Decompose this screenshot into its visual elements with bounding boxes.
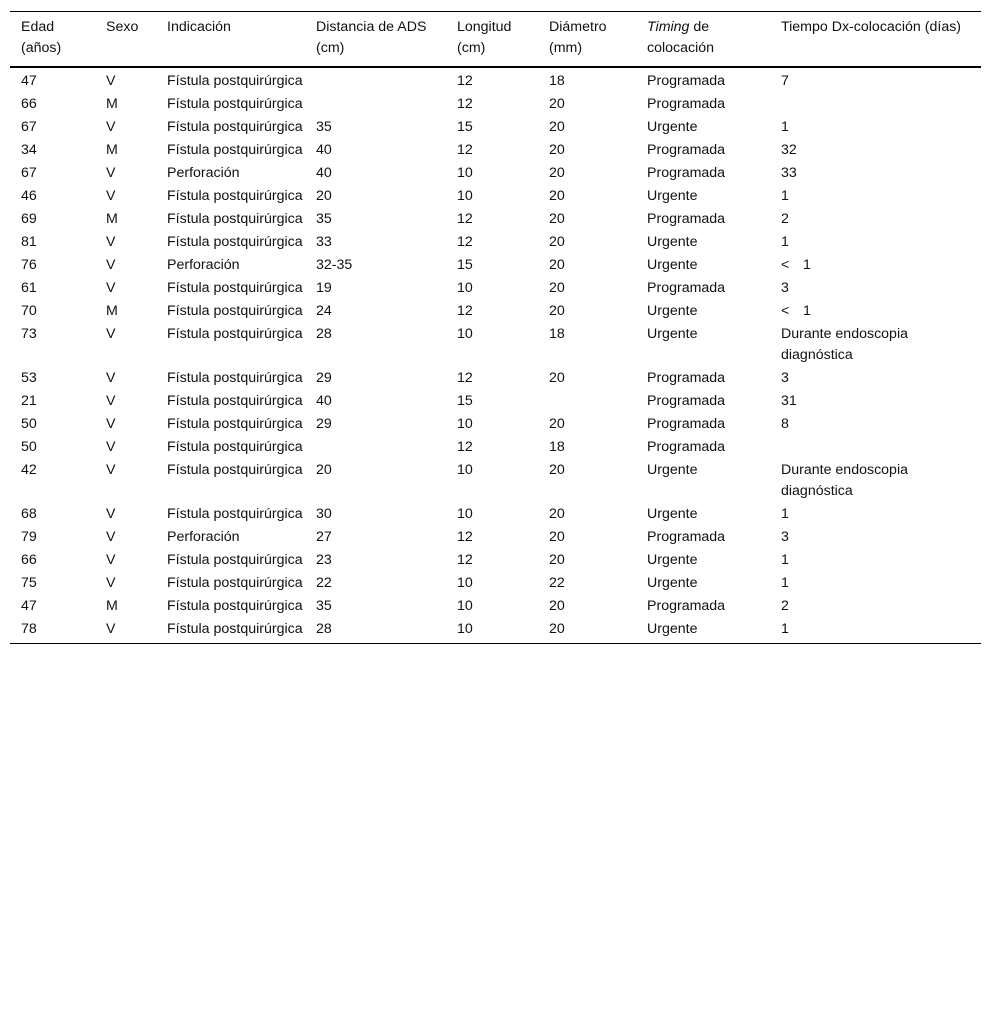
cell-longitud: 10	[457, 326, 473, 342]
cell-sexo: V	[106, 575, 116, 591]
less-than-symbol: <	[781, 303, 790, 319]
cell-sexo: V	[106, 280, 116, 296]
cell-diametro: 20	[549, 370, 565, 386]
cell-tiempo	[770, 92, 981, 115]
cell-distancia: 23	[316, 552, 332, 568]
cell-diametro: 20	[549, 598, 565, 614]
cell-sexo: V	[106, 416, 116, 432]
cell-distancia: 32-35	[316, 257, 353, 273]
cell-timing: Programada	[647, 142, 726, 158]
table-row	[10, 207, 981, 230]
cell-diametro: 18	[549, 73, 565, 89]
cell-indicacion: Fístula postquirúrgica	[167, 552, 303, 568]
cell-indicacion: Fístula postquirúrgica	[167, 142, 303, 158]
cell-timing: Programada	[647, 529, 726, 545]
header-diametro: Diámetro (mm)	[538, 12, 636, 68]
cell-edad: 61	[21, 280, 37, 296]
cell-timing: Urgente	[647, 119, 698, 135]
cell-indicacion: Fístula postquirúrgica	[167, 621, 303, 637]
cell-indicacion: Fístula postquirúrgica	[167, 393, 303, 409]
cell-timing: Urgente	[647, 506, 698, 522]
cell-longitud: 12	[457, 142, 473, 158]
cell-sexo: V	[106, 73, 116, 89]
cell-tiempo: 3	[781, 370, 789, 386]
cell-diametro: 20	[549, 303, 565, 319]
cell-edad: 67	[21, 119, 37, 135]
cell-edad: 69	[21, 211, 37, 227]
cell-edad: 50	[21, 439, 37, 455]
table-row	[10, 366, 981, 389]
cell-tiempo: 1	[781, 575, 789, 591]
table-row	[10, 571, 981, 594]
cell-timing: Urgente	[647, 303, 698, 319]
cell-tiempo-value: 1	[803, 303, 811, 319]
header-sexo: Sexo	[95, 12, 156, 68]
cell-sexo: M	[106, 303, 118, 319]
table-row	[10, 435, 981, 458]
table-row	[10, 184, 981, 207]
cell-diametro: 20	[549, 188, 565, 204]
cell-tiempo: 7	[781, 73, 789, 89]
cell-indicacion: Fístula postquirúrgica	[167, 370, 303, 386]
header-distancia: Distancia de ADS (cm)	[305, 12, 446, 68]
cell-sexo: V	[106, 529, 116, 545]
table-row	[10, 594, 981, 617]
table-row	[10, 67, 981, 92]
cell-diametro: 20	[549, 234, 565, 250]
table-body	[10, 67, 981, 643]
cell-tiempo	[770, 299, 981, 322]
cell-indicacion: Fístula postquirúrgica	[167, 439, 303, 455]
stent-data-table	[10, 11, 981, 643]
cell-tiempo: 1	[781, 119, 789, 135]
cell-longitud: 10	[457, 165, 473, 181]
cell-sexo: V	[106, 462, 116, 478]
cell-timing: Urgente	[647, 462, 698, 478]
cell-indicacion: Fístula postquirúrgica	[167, 575, 303, 591]
table-row	[10, 230, 981, 253]
cell-longitud: 12	[457, 73, 473, 89]
cell-longitud: 12	[457, 96, 473, 112]
cell-distancia: 27	[316, 529, 332, 545]
cell-sexo: V	[106, 119, 116, 135]
table-row	[10, 299, 981, 322]
cell-sexo: V	[106, 326, 116, 342]
cell-distancia: 33	[316, 234, 332, 250]
header-row	[10, 12, 981, 68]
cell-indicacion: Fístula postquirúrgica	[167, 96, 303, 112]
cell-diametro: 18	[549, 326, 565, 342]
cell-tiempo: 2	[781, 211, 789, 227]
cell-tiempo: 1	[781, 188, 789, 204]
cell-sexo: V	[106, 621, 116, 637]
cell-tiempo: Durante endoscopia diagnóstica	[781, 326, 908, 363]
cell-sexo: M	[106, 96, 118, 112]
cell-edad: 66	[21, 96, 37, 112]
cell-diametro: 22	[549, 575, 565, 591]
cell-longitud: 15	[457, 257, 473, 273]
cell-indicacion: Fístula postquirúrgica	[167, 188, 303, 204]
table-row	[10, 322, 981, 366]
cell-longitud: 15	[457, 119, 473, 135]
cell-diametro	[538, 389, 636, 412]
table-row	[10, 92, 981, 115]
cell-tiempo: 2	[781, 598, 789, 614]
cell-distancia: 28	[316, 326, 332, 342]
cell-timing: Programada	[647, 598, 726, 614]
cell-longitud: 10	[457, 506, 473, 522]
cell-indicacion: Perforación	[167, 257, 240, 273]
cell-indicacion: Fístula postquirúrgica	[167, 506, 303, 522]
cell-edad: 47	[21, 73, 37, 89]
cell-indicacion: Perforación	[167, 529, 240, 545]
cell-tiempo: 1	[781, 234, 789, 250]
cell-sexo: M	[106, 211, 118, 227]
cell-longitud: 10	[457, 280, 473, 296]
cell-tiempo: 1	[781, 621, 789, 637]
cell-diametro: 20	[549, 257, 565, 273]
table-row	[10, 617, 981, 643]
cell-timing: Programada	[647, 280, 726, 296]
cell-indicacion: Fístula postquirúrgica	[167, 598, 303, 614]
cell-diametro: 20	[549, 211, 565, 227]
cell-diametro: 20	[549, 119, 565, 135]
cell-edad: 75	[21, 575, 37, 591]
cell-edad: 70	[21, 303, 37, 319]
cell-longitud: 12	[457, 552, 473, 568]
cell-timing: Urgente	[647, 621, 698, 637]
cell-distancia: 40	[316, 393, 332, 409]
cell-diametro: 20	[549, 416, 565, 432]
table-row	[10, 502, 981, 525]
cell-indicacion: Fístula postquirúrgica	[167, 73, 303, 89]
cell-timing: Urgente	[647, 552, 698, 568]
cell-edad: 67	[21, 165, 37, 181]
cell-tiempo: 33	[781, 165, 797, 181]
cell-longitud: 10	[457, 575, 473, 591]
cell-diametro: 20	[549, 621, 565, 637]
header-timing-rest: de colocación	[647, 19, 715, 56]
cell-longitud: 12	[457, 370, 473, 386]
table-row	[10, 115, 981, 138]
cell-edad: 76	[21, 257, 37, 273]
cell-edad: 46	[21, 188, 37, 204]
cell-sexo: M	[106, 598, 118, 614]
cell-edad: 79	[21, 529, 37, 545]
cell-timing: Urgente	[647, 575, 698, 591]
cell-longitud: 10	[457, 462, 473, 478]
table-row	[10, 389, 981, 412]
cell-longitud: 10	[457, 416, 473, 432]
cell-diametro: 18	[549, 439, 565, 455]
cell-distancia: 40	[316, 165, 332, 181]
cell-diametro: 20	[549, 96, 565, 112]
cell-tiempo	[770, 253, 981, 276]
cell-distancia	[305, 92, 446, 115]
cell-edad: 81	[21, 234, 37, 250]
cell-distancia: 28	[316, 621, 332, 637]
header-tiempo: Tiempo Dx-colocación (días)	[770, 12, 981, 68]
cell-distancia: 35	[316, 598, 332, 614]
cell-tiempo: Durante endoscopia diagnóstica	[781, 462, 908, 499]
cell-tiempo: 31	[781, 393, 797, 409]
cell-longitud: 12	[457, 529, 473, 545]
cell-indicacion: Fístula postquirúrgica	[167, 303, 303, 319]
cell-edad: 21	[21, 393, 37, 409]
cell-indicacion: Fístula postquirúrgica	[167, 462, 303, 478]
less-than-symbol: <	[781, 257, 790, 273]
header-longitud: Longitud (cm)	[446, 12, 538, 68]
cell-diametro: 20	[549, 165, 565, 181]
cell-timing: Programada	[647, 416, 726, 432]
cell-timing: Programada	[647, 211, 726, 227]
cell-diametro: 20	[549, 142, 565, 158]
cell-indicacion: Fístula postquirúrgica	[167, 416, 303, 432]
cell-timing: Programada	[647, 439, 726, 455]
cell-distancia	[305, 67, 446, 92]
cell-longitud: 12	[457, 211, 473, 227]
cell-timing: Urgente	[647, 188, 698, 204]
header-timing	[636, 12, 770, 68]
cell-sexo: V	[106, 234, 116, 250]
cell-timing: Programada	[647, 370, 726, 386]
cell-distancia: 30	[316, 506, 332, 522]
cell-sexo: V	[106, 552, 116, 568]
cell-distancia: 35	[316, 119, 332, 135]
cell-sexo: V	[106, 257, 116, 273]
cell-distancia: 29	[316, 370, 332, 386]
table-row	[10, 276, 981, 299]
cell-distancia	[305, 435, 446, 458]
cell-distancia: 24	[316, 303, 332, 319]
cell-indicacion: Perforación	[167, 165, 240, 181]
table-row	[10, 548, 981, 571]
cell-edad: 68	[21, 506, 37, 522]
cell-edad: 34	[21, 142, 37, 158]
table-row	[10, 253, 981, 276]
cell-edad: 66	[21, 552, 37, 568]
cell-sexo: V	[106, 370, 116, 386]
cell-indicacion: Fístula postquirúrgica	[167, 211, 303, 227]
cell-indicacion: Fístula postquirúrgica	[167, 326, 303, 342]
cell-diametro: 20	[549, 462, 565, 478]
cell-sexo: V	[106, 165, 116, 181]
cell-tiempo: 32	[781, 142, 797, 158]
cell-timing: Programada	[647, 393, 726, 409]
table-row	[10, 161, 981, 184]
cell-longitud: 10	[457, 621, 473, 637]
cell-edad: 78	[21, 621, 37, 637]
cell-sexo: V	[106, 439, 116, 455]
cell-indicacion: Fístula postquirúrgica	[167, 234, 303, 250]
cell-tiempo	[770, 435, 981, 458]
cell-timing: Programada	[647, 73, 726, 89]
cell-indicacion: Fístula postquirúrgica	[167, 280, 303, 296]
cell-tiempo-value: 1	[803, 257, 811, 273]
cell-tiempo: 1	[781, 506, 789, 522]
cell-edad: 73	[21, 326, 37, 342]
cell-longitud: 12	[457, 439, 473, 455]
cell-distancia: 20	[316, 462, 332, 478]
cell-longitud: 10	[457, 188, 473, 204]
header-edad: Edad (años)	[10, 12, 95, 68]
cell-distancia: 40	[316, 142, 332, 158]
cell-distancia: 22	[316, 575, 332, 591]
data-table-container	[10, 11, 981, 644]
cell-distancia: 20	[316, 188, 332, 204]
cell-distancia: 19	[316, 280, 332, 296]
cell-tiempo: 3	[781, 280, 789, 296]
cell-edad: 47	[21, 598, 37, 614]
table-row	[10, 138, 981, 161]
cell-longitud: 10	[457, 598, 473, 614]
cell-timing: Programada	[647, 96, 726, 112]
cell-sexo: V	[106, 393, 116, 409]
cell-diametro: 20	[549, 552, 565, 568]
cell-timing: Urgente	[647, 257, 698, 273]
cell-distancia: 35	[316, 211, 332, 227]
cell-edad: 53	[21, 370, 37, 386]
table-header	[10, 12, 981, 68]
cell-sexo: M	[106, 142, 118, 158]
cell-edad: 50	[21, 416, 37, 432]
cell-tiempo: 3	[781, 529, 789, 545]
table-row	[10, 458, 981, 502]
cell-edad: 42	[21, 462, 37, 478]
header-timing-italic: Timing	[647, 19, 690, 35]
cell-timing: Urgente	[647, 234, 698, 250]
cell-distancia: 29	[316, 416, 332, 432]
cell-diametro: 20	[549, 529, 565, 545]
cell-indicacion: Fístula postquirúrgica	[167, 119, 303, 135]
cell-sexo: V	[106, 506, 116, 522]
cell-timing: Programada	[647, 165, 726, 181]
cell-diametro: 20	[549, 280, 565, 296]
cell-tiempo: 8	[781, 416, 789, 432]
cell-longitud: 15	[457, 393, 473, 409]
header-indicacion: Indicación	[156, 12, 305, 68]
table-row	[10, 525, 981, 548]
cell-tiempo: 1	[781, 552, 789, 568]
table-row	[10, 412, 981, 435]
cell-diametro: 20	[549, 506, 565, 522]
cell-longitud: 12	[457, 234, 473, 250]
cell-sexo: V	[106, 188, 116, 204]
cell-longitud: 12	[457, 303, 473, 319]
cell-timing: Urgente	[647, 326, 698, 342]
